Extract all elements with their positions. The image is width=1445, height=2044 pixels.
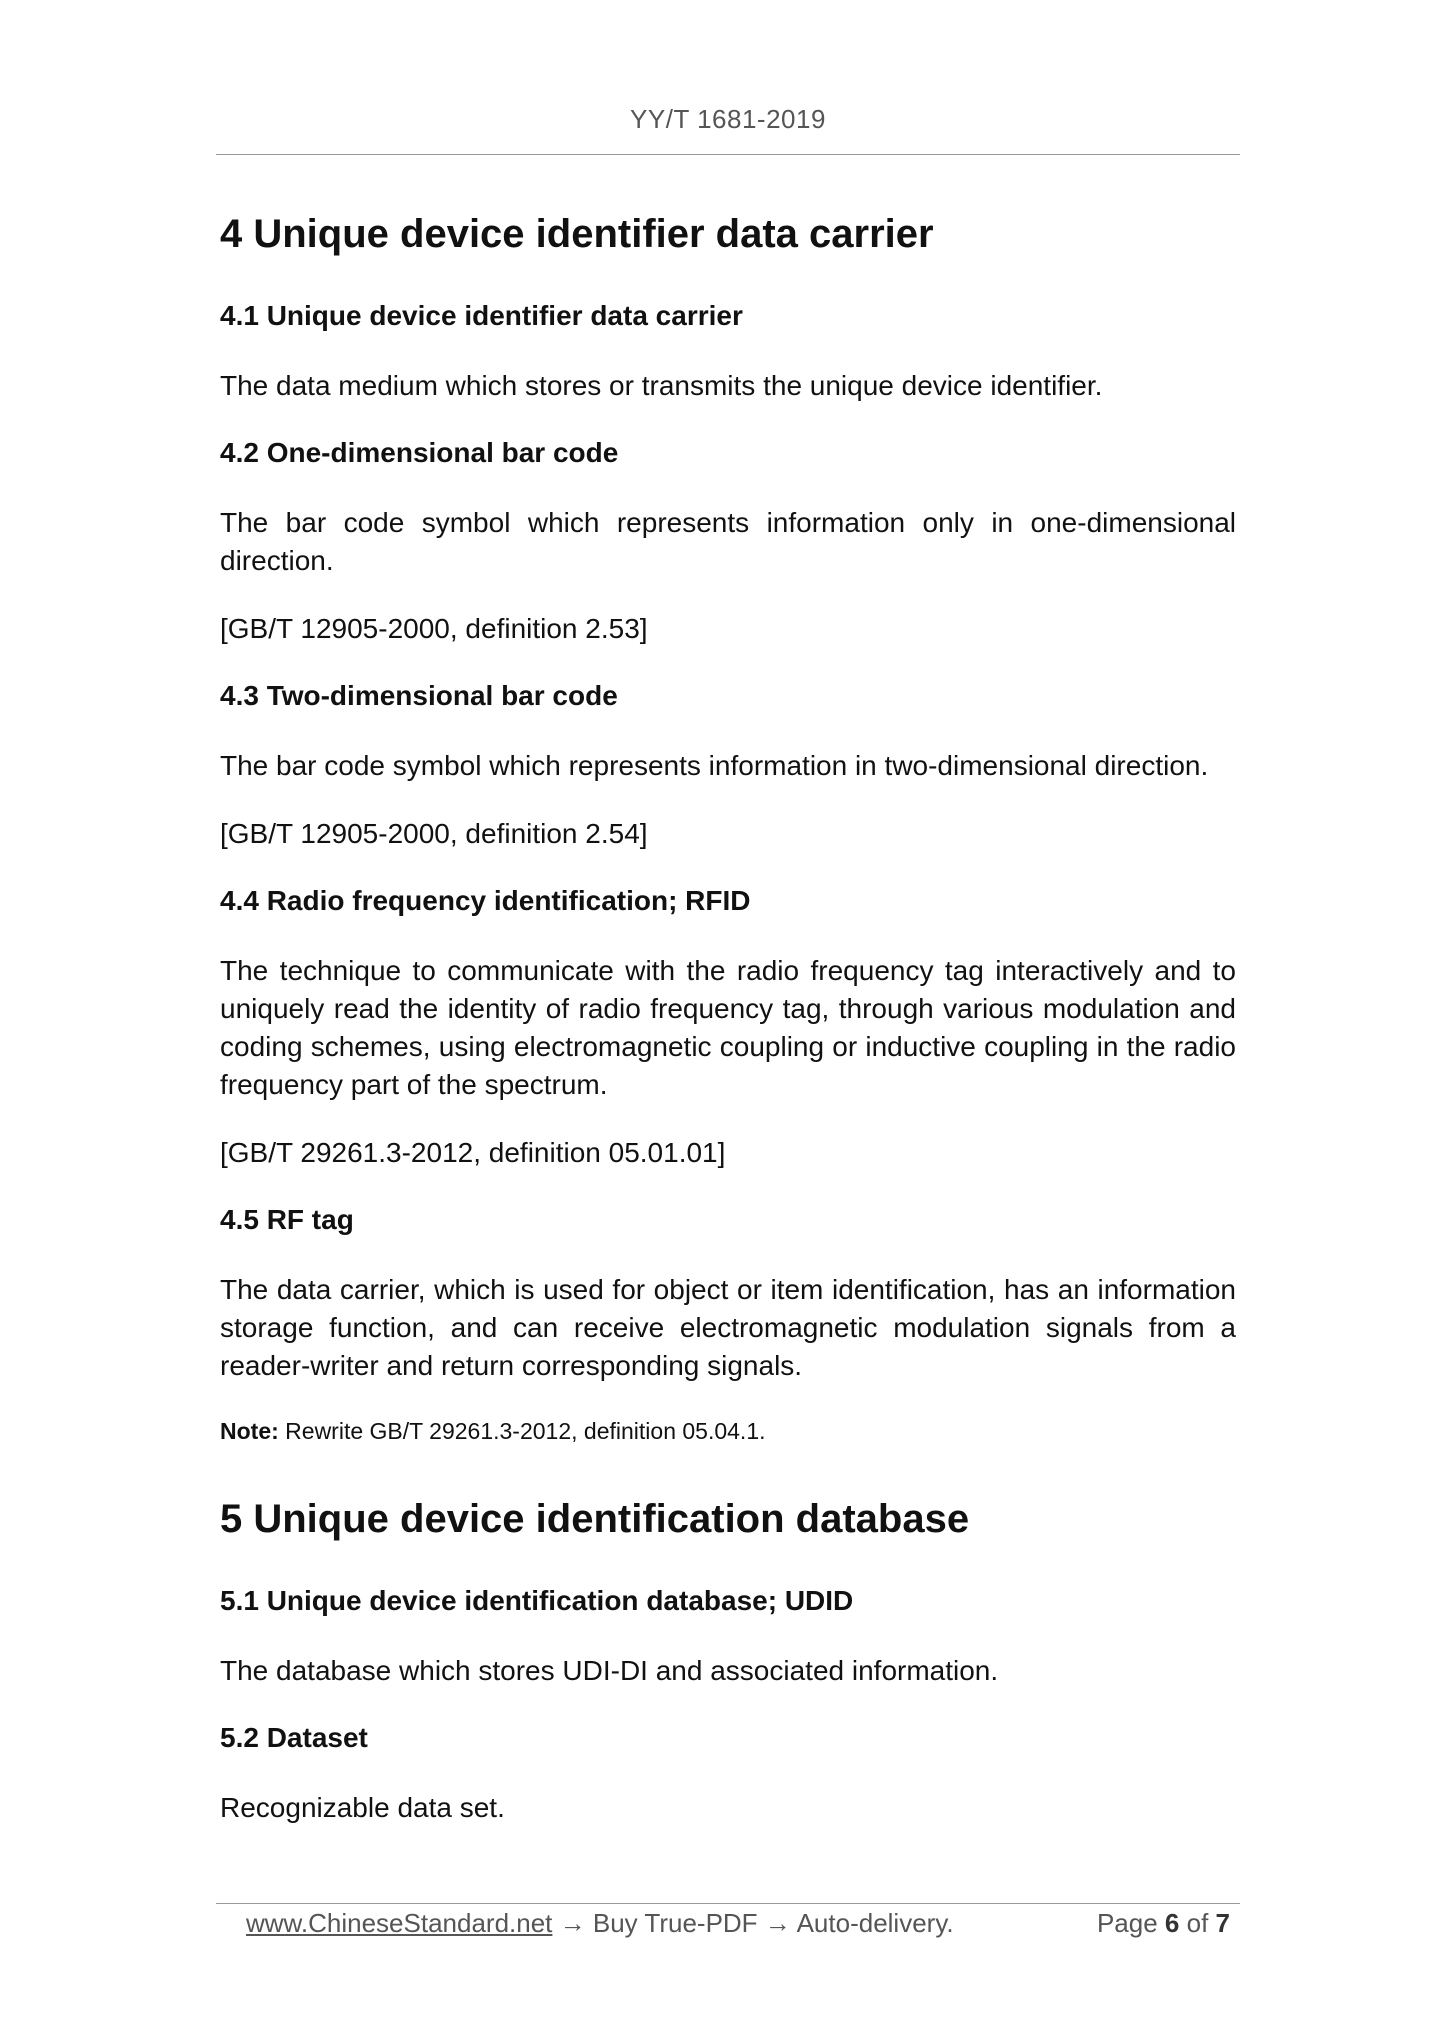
note-text: Rewrite GB/T 29261.3-2012, definition 05.04.1. <box>278 1418 766 1444</box>
section-5-title: 5 Unique device identification database <box>220 1497 970 1541</box>
running-header: YY/T 1681-2019 <box>630 104 826 134</box>
note-label: Note: <box>220 1418 279 1444</box>
clause-4-2-heading: 4.2 One-dimensional bar code <box>220 437 619 468</box>
arrow-icon: → <box>552 1908 593 1938</box>
clause-5-1-text: The database which stores UDI-DI and associated information. <box>220 1655 999 1686</box>
clause-4-1-heading: 4.1 Unique device identifier data carrier <box>220 300 743 331</box>
clause-4-3-text: The bar code symbol which represents information in two-dimensional direction. <box>220 750 1209 781</box>
arrow-icon: → <box>757 1908 797 1938</box>
page-content <box>220 210 1236 1857</box>
page-footer <box>216 1908 1240 1948</box>
page-total: 7 <box>1215 1908 1230 1938</box>
page-label: Page <box>1096 1908 1158 1938</box>
header-rule <box>216 154 1240 155</box>
clause-4-5-text: The data carrier, which is used for object or item identification, has an information storage function, and can receive electromagnetic modulation signals from a reader-writer and return corresponding signals. <box>220 1274 1236 1381</box>
section-5 <box>220 1495 1236 1827</box>
clause-5-2-heading: 5.2 Dataset <box>220 1722 368 1753</box>
section-4-title: 4 Unique device identifier data carrier <box>220 212 934 256</box>
site-link[interactable]: www.ChineseStandard.net <box>246 1908 553 1938</box>
footer-rule <box>216 1903 1240 1904</box>
delivery-text: Auto-delivery. <box>796 1908 954 1938</box>
clause-4-3-reference: [GB/T 12905-2000, definition 2.54] <box>220 818 648 849</box>
clause-5-1-heading: 5.1 Unique device identification database; UDID <box>220 1585 854 1616</box>
note <box>220 1415 1236 1447</box>
page-number <box>1097 1908 1230 1939</box>
footer-promo <box>246 1908 954 1939</box>
clause-4-3-heading: 4.3 Two-dimensional bar code <box>220 680 618 711</box>
clause-4-1-text: The data medium which stores or transmits the unique device identifier. <box>220 370 1103 401</box>
section-4 <box>220 210 1236 1447</box>
clause-4-4-reference: [GB/T 29261.3-2012, definition 05.01.01] <box>220 1137 726 1168</box>
clause-4-4-text: The technique to communicate with the radio frequency tag interactively and to uniquely read the identity of radio frequency tag, through various modulation and coding schemes, using electromagnetic coupling or inductive coupling in the radio frequency part of the spectrum. <box>220 955 1236 1100</box>
clause-5-2-text: Recognizable data set. <box>220 1792 505 1823</box>
clause-4-2-text: The bar code symbol which represents information only in one-dimensional direction. <box>220 507 1236 576</box>
clause-4-4-heading: 4.4 Radio frequency identification; RFID <box>220 885 751 916</box>
page-current: 6 <box>1164 1908 1180 1938</box>
clause-4-5-heading: 4.5 RF tag <box>220 1204 354 1235</box>
buy-text: Buy True-PDF <box>592 1908 758 1938</box>
page-of: of <box>1186 1908 1209 1938</box>
clause-4-2-reference: [GB/T 12905-2000, definition 2.53] <box>220 613 648 644</box>
